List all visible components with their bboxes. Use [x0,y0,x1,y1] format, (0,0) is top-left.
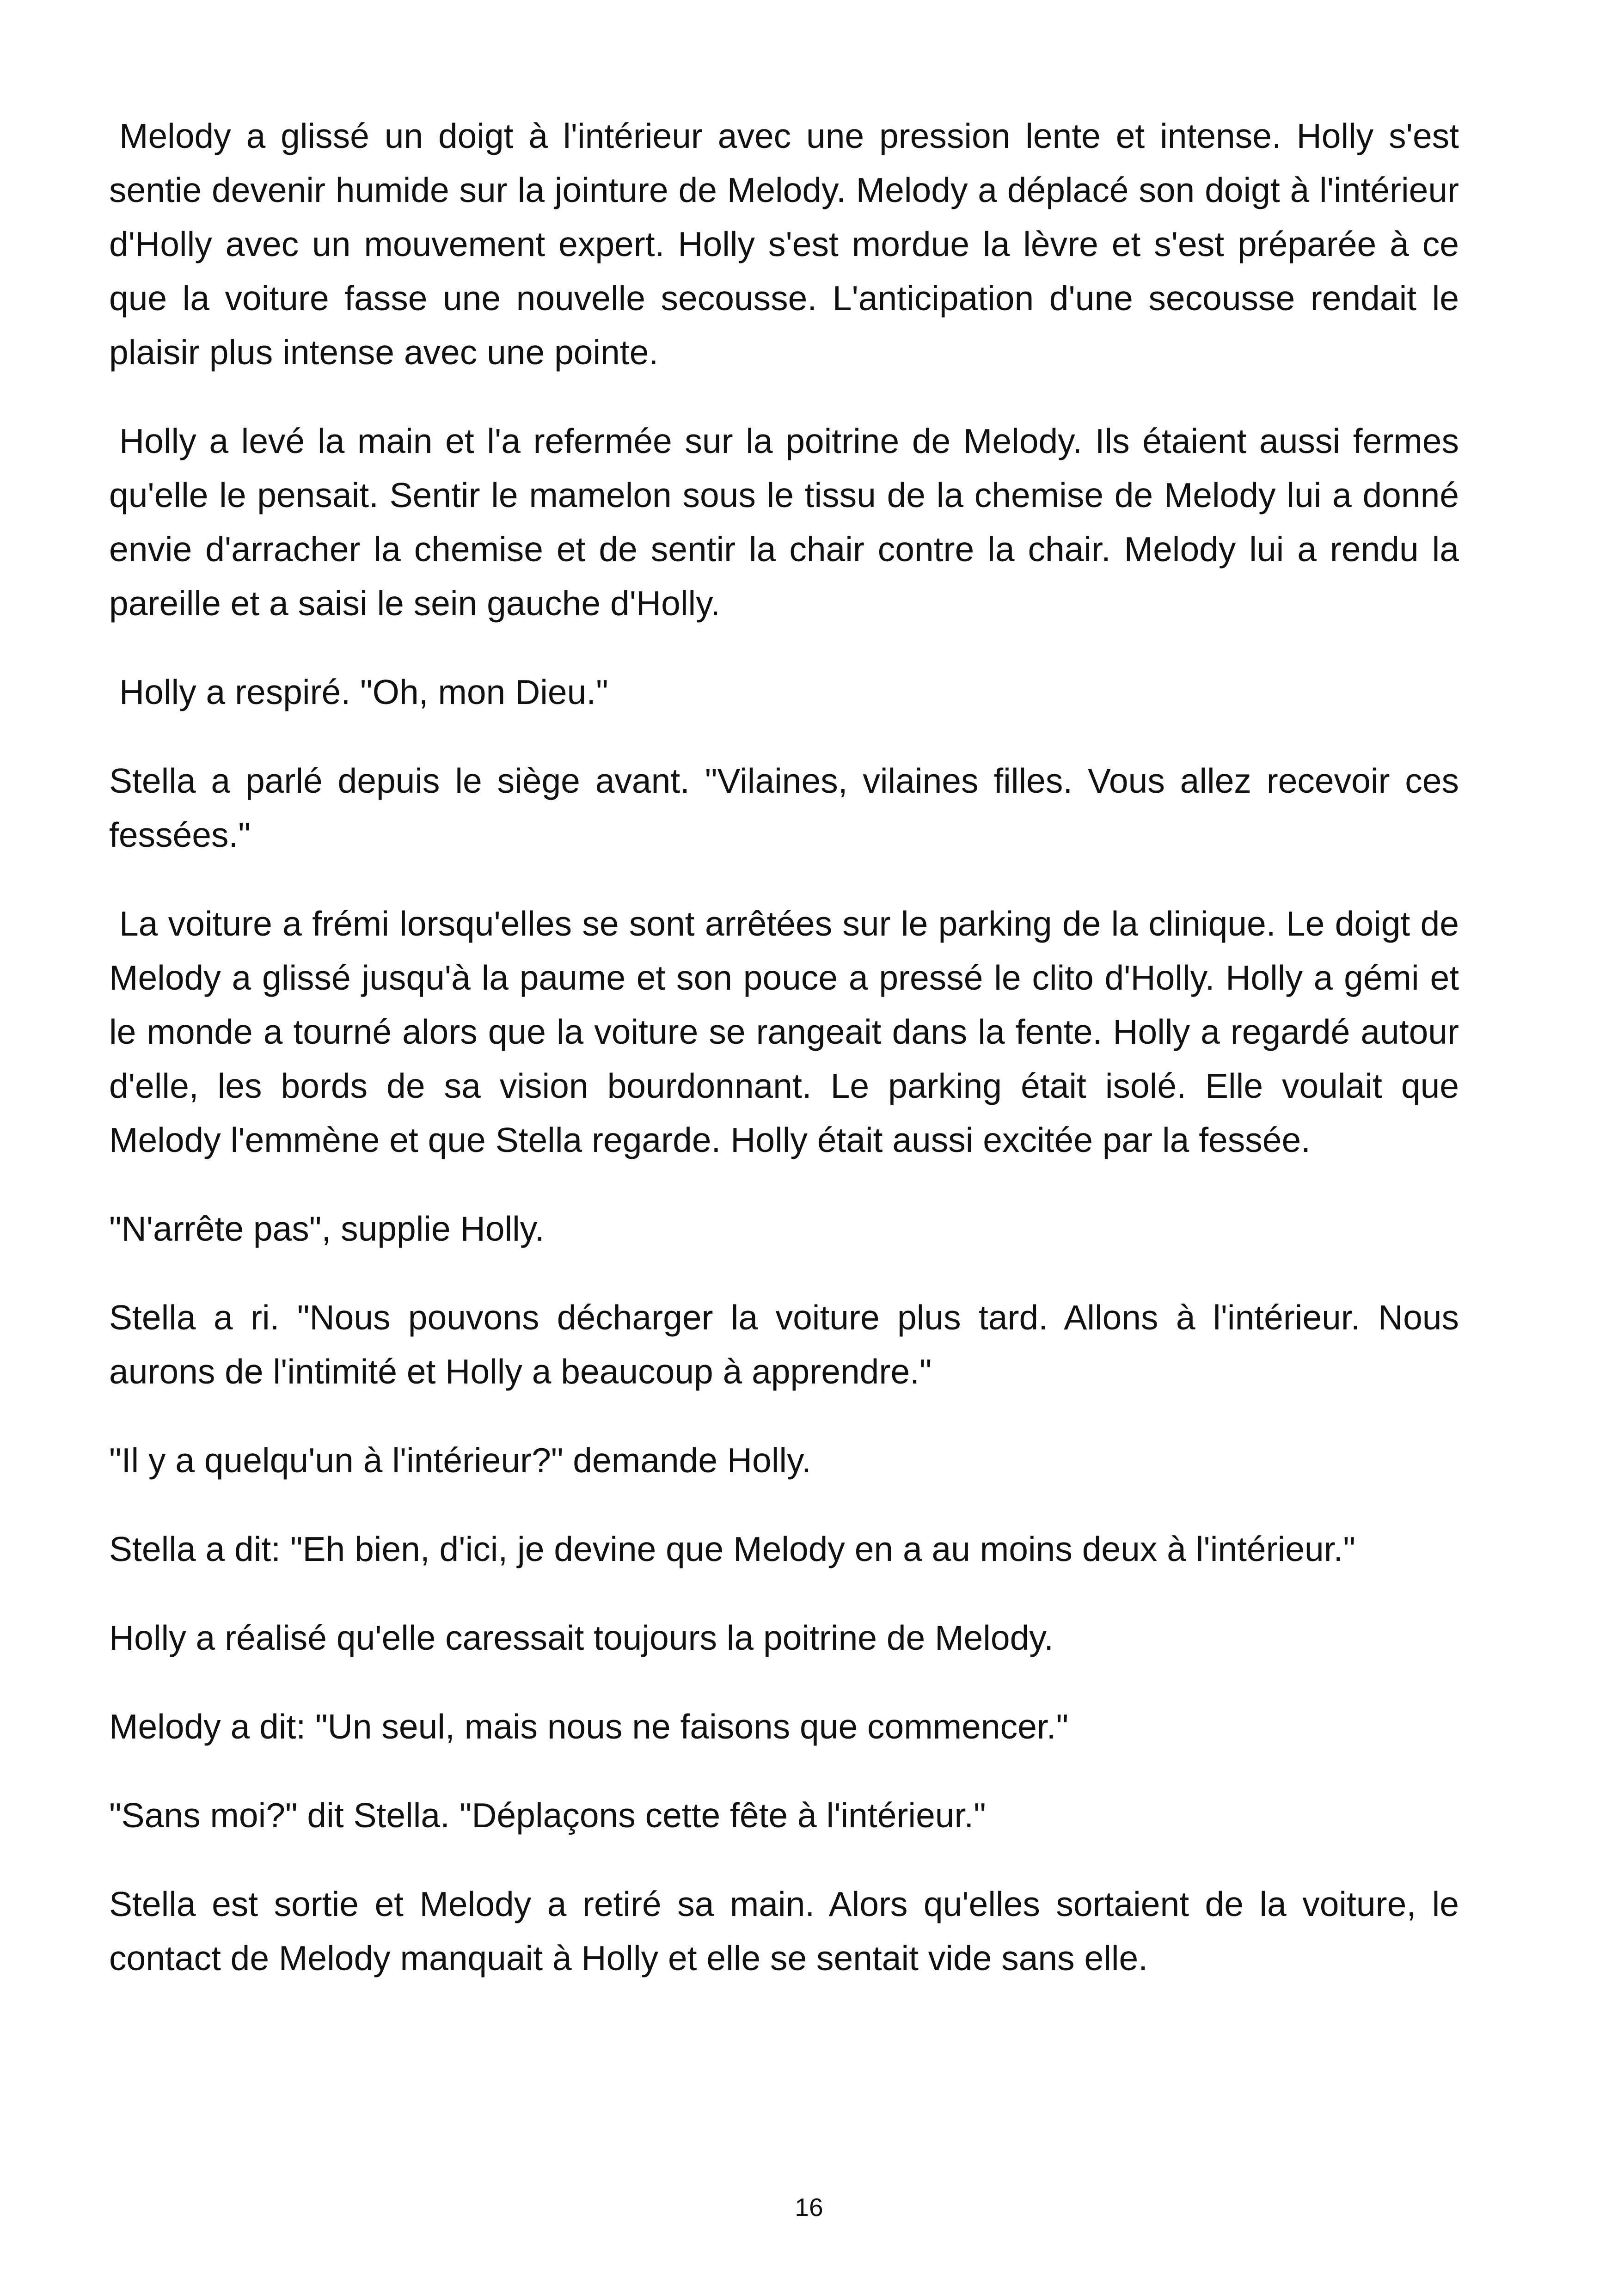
paragraph-6: "N'arrête pas", supplie Holly. [109,1209,545,1248]
paragraph-8: "Il y a quelqu'un à l'intérieur?" demande Holly. [109,1441,811,1480]
paragraph-1: Melody a glissé un doigt à l'intérieur avec une pression lente et intense. Holly s'est sentie devenir humide sur la jointure de Melody. Melody a déplacé son doigt à l'intérieur d'Holly avec un mouvement expert. Holly s'est mordue la lèvre et s'est préparée à ce que la voiture fasse une nouvelle secousse. L'anticipation d'une secousse rendait le plaisir plus intense avec une pointe. [109,116,1459,372]
paragraph-10: Holly a réalisé qu'elle caressait toujours la poitrine de Melody. [109,1618,1054,1657]
paragraph-2: Holly a levé la main et l'a refermée sur la poitrine de Melody. Ils étaient aussi fermes qu'elle le pensait. Sentir le mamelon sous le tissu de la chemise de Melody lui a donné envie d'arracher la chemise et de sentir la chair contre la chair. Melody lui a rendu la pareille et a saisi le sein gauche d'Holly. [109,422,1459,623]
paragraph-4: Stella a parlé depuis le siège avant. "Vilaines, vilaines filles. Vous allez recevoir ces fessées." [109,761,1459,854]
page-body [109,109,1459,2020]
paragraph-12: "Sans moi?" dit Stella. "Déplaçons cette fête à l'intérieur." [109,1796,986,1835]
paragraph-11: Melody a dit: "Un seul, mais nous ne faisons que commencer." [109,1707,1069,1746]
paragraph-13: Stella est sortie et Melody a retiré sa main. Alors qu'elles sortaient de la voiture, le contact de Melody manquait à Holly et elle se sentait vide sans elle. [109,1885,1459,1978]
paragraph-9: Stella a dit: "Eh bien, d'ici, je devine que Melody en a au moins deux à l'intérieur." [109,1530,1355,1568]
paragraph-7: Stella a ri. "Nous pouvons décharger la voiture plus tard. Allons à l'intérieur. Nous aurons de l'intimité et Holly a beaucoup à apprendre." [109,1298,1459,1391]
paragraph-3: Holly a respiré. "Oh, mon Dieu." [119,673,608,711]
page-number: 16 [795,2193,823,2222]
paragraph-5: La voiture a frémi lorsqu'elles se sont arrêtées sur le parking de la clinique. Le doigt de Melody a glissé jusqu'à la paume et son pouce a pressé le clito d'Holly. Holly a gémi et le monde a tourné alors que la voiture se rangeait dans la fente. Holly a regardé autour d'elle, les bords de sa vision bourdonnant. Le parking était isolé. Elle voulait que Melody l'emmène et que Stella regarde. Holly était aussi excitée par la fessée. [109,904,1459,1159]
